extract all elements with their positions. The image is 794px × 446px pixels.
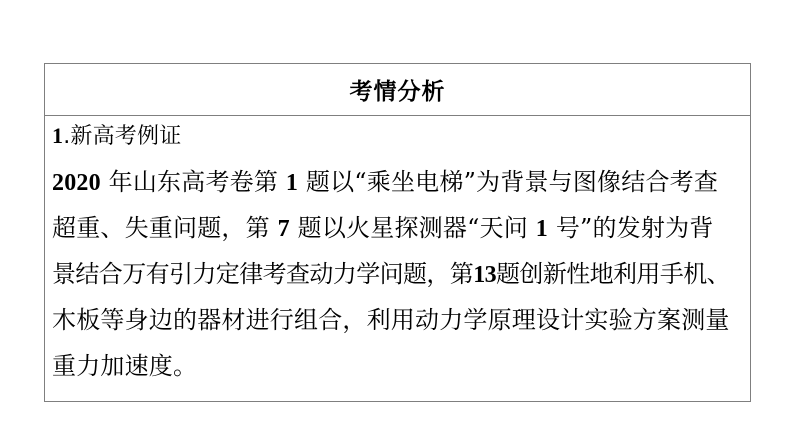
bold-number: 13 <box>473 262 497 288</box>
table-header-title: 考情分析 <box>349 79 446 105</box>
table-header-row <box>45 64 750 116</box>
bold-number: 2020 <box>52 170 101 196</box>
text-run: 题以“乘坐电梯”为背景与图像结合考查 <box>298 168 719 196</box>
body-line <box>52 205 742 251</box>
body-line <box>52 297 742 343</box>
analysis-table <box>44 63 751 402</box>
section-number: 1 <box>52 123 64 148</box>
text-run: 题创新性地利用手机、 <box>496 260 731 288</box>
text-run: 年山东高考卷第 <box>100 168 286 196</box>
bold-number: 1 <box>535 216 548 242</box>
text-run: 超重、失重问题，第 <box>52 214 278 242</box>
section-title: 新高考例证 <box>70 124 182 149</box>
text-run: 木板等身边的器材进行组合，利用动力学原理设计实验方案测量 <box>52 306 730 334</box>
bold-number: 1 <box>285 170 299 196</box>
body-line <box>52 343 742 389</box>
body-line <box>52 251 742 297</box>
text-run: 题以火星探测器“天问 <box>289 214 536 242</box>
text-run: 号”的发射为背 <box>547 214 714 242</box>
body-line <box>52 159 742 205</box>
text-run: 景结合万有引力定律考查动力学问题，第 <box>52 260 474 288</box>
body-text <box>52 159 742 389</box>
section-separator: . <box>63 124 71 149</box>
text-run: 重力加速度。 <box>52 352 198 380</box>
bold-number: 7 <box>277 216 290 242</box>
section-heading <box>52 121 742 159</box>
table-content-cell <box>45 116 750 389</box>
